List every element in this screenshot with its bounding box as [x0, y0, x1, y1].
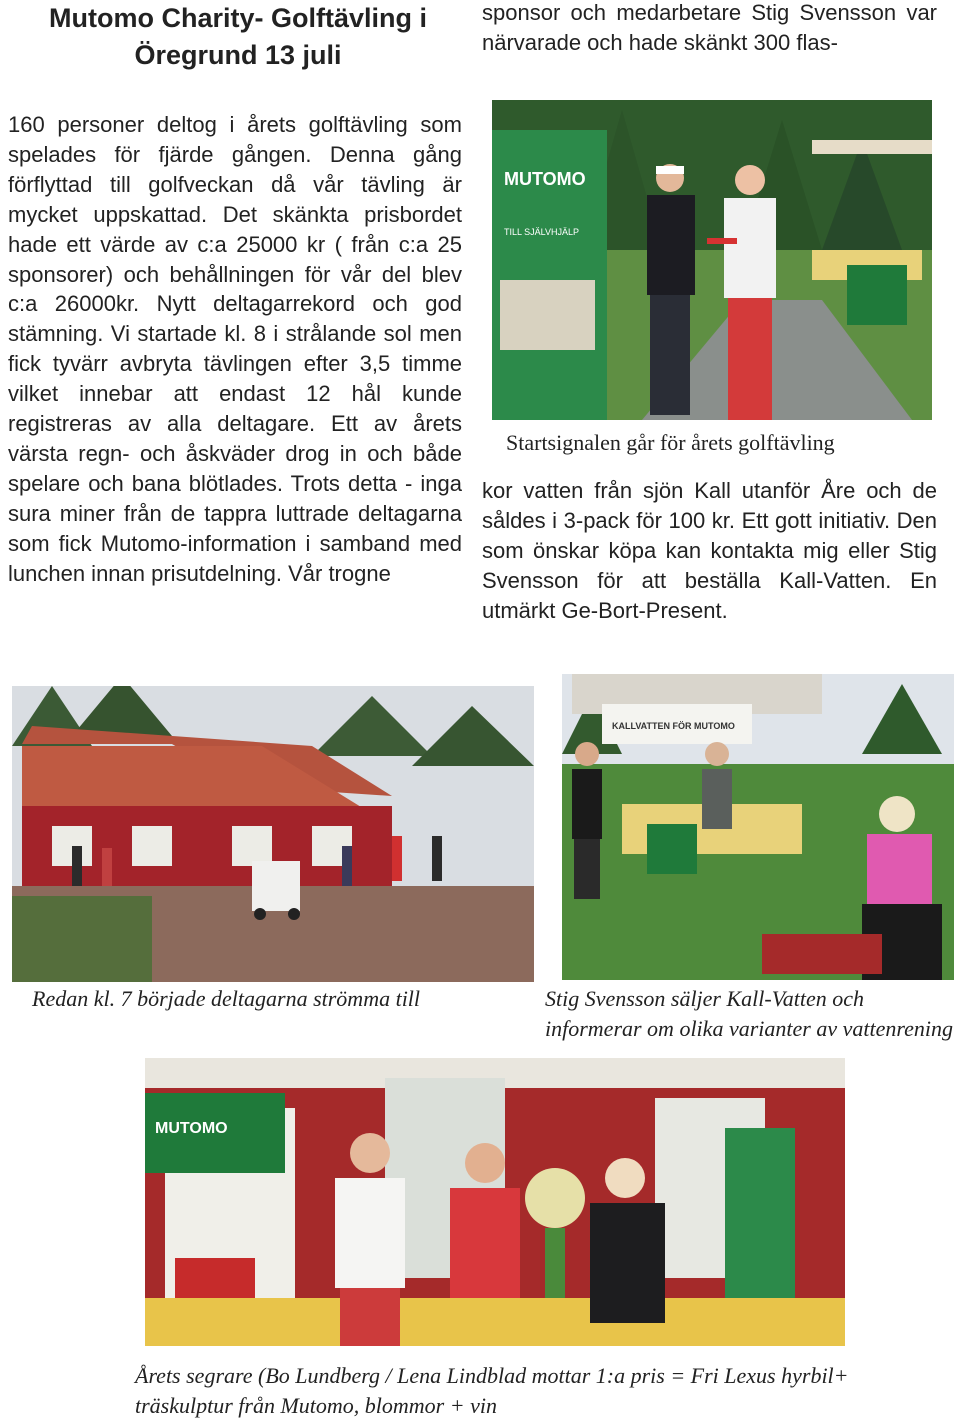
article-title-line2: Öregrund 13 juli — [134, 40, 342, 70]
kallvatten-banner-text: KALLVATTEN FÖR MUTOMO — [612, 721, 735, 731]
winners-caption: Årets segrare (Bo Lundberg / Lena Lindblad mottar 1:a pris = Fri Lexus hyrbil+ träskulptur från Mutomo, blommor + vin — [135, 1363, 849, 1418]
article-title-line1: Mutomo Charity- Golftävling i — [49, 3, 427, 33]
kallvatten-caption: Stig Svensson säljer Kall-Vatten och informerar om olika varianter av vattenrening — [545, 986, 953, 1041]
article-title — [8, 0, 468, 74]
right-column-top-text: sponsor och medarbetare Stig Svensson var närvarade och hade skänkt 300 flas- — [482, 0, 937, 55]
start-signal-banner-text: MUTOMO — [504, 169, 586, 189]
start-signal-caption: Startsignalen går för årets golftävling — [506, 430, 835, 455]
start-signal-banner-subtext: TILL SJÄLVHJÄLP — [504, 227, 580, 237]
winners-banner-text: MUTOMO — [155, 1120, 228, 1137]
kallvatten-photo — [562, 674, 954, 980]
arrival-photo — [12, 686, 534, 982]
left-column-text: 160 personer deltog i årets golftävling som spelades för fjärde gången. Denna gång förflyttad till golfveckan då vår tävling är mycket uppskattad. Det skänkta prisbordet hade ett värde av c:a 25000 kr ( från c:a 25 sponsorer) och behållningen för vår del blev c:a 26000kr. Nytt deltagarrekord och god stämning. Vi startade kl. 8 i strålande sol men fick tyvärr avbryta tävlingen efter 3,5 timme vilket innebar att endast 12 hål kunde registreras av alla deltagare. Ett av årets värsta regn- och åskväder drog in och både spelare och bana blötlades. Trots detta - inga sura miner från de tappra luttrade deltagarna som fick Mutomo-information i samband med lunchen innan prisutdelning. Vår trogne — [8, 112, 462, 586]
start-signal-photo — [492, 100, 932, 420]
arrival-caption: Redan kl. 7 började deltagarna strömma till — [32, 986, 421, 1011]
winners-photo — [145, 1058, 845, 1346]
right-column-continued-text: kor vatten från sjön Kall utanför Åre och de såldes i 3-pack för 100 kr. Ett gott initiativ. Den som önskar köpa kan kontakta mig eller Stig Svensson för att beställa Kall-Vatten. En utmärkt Ge-Bort-Present. — [482, 478, 937, 623]
